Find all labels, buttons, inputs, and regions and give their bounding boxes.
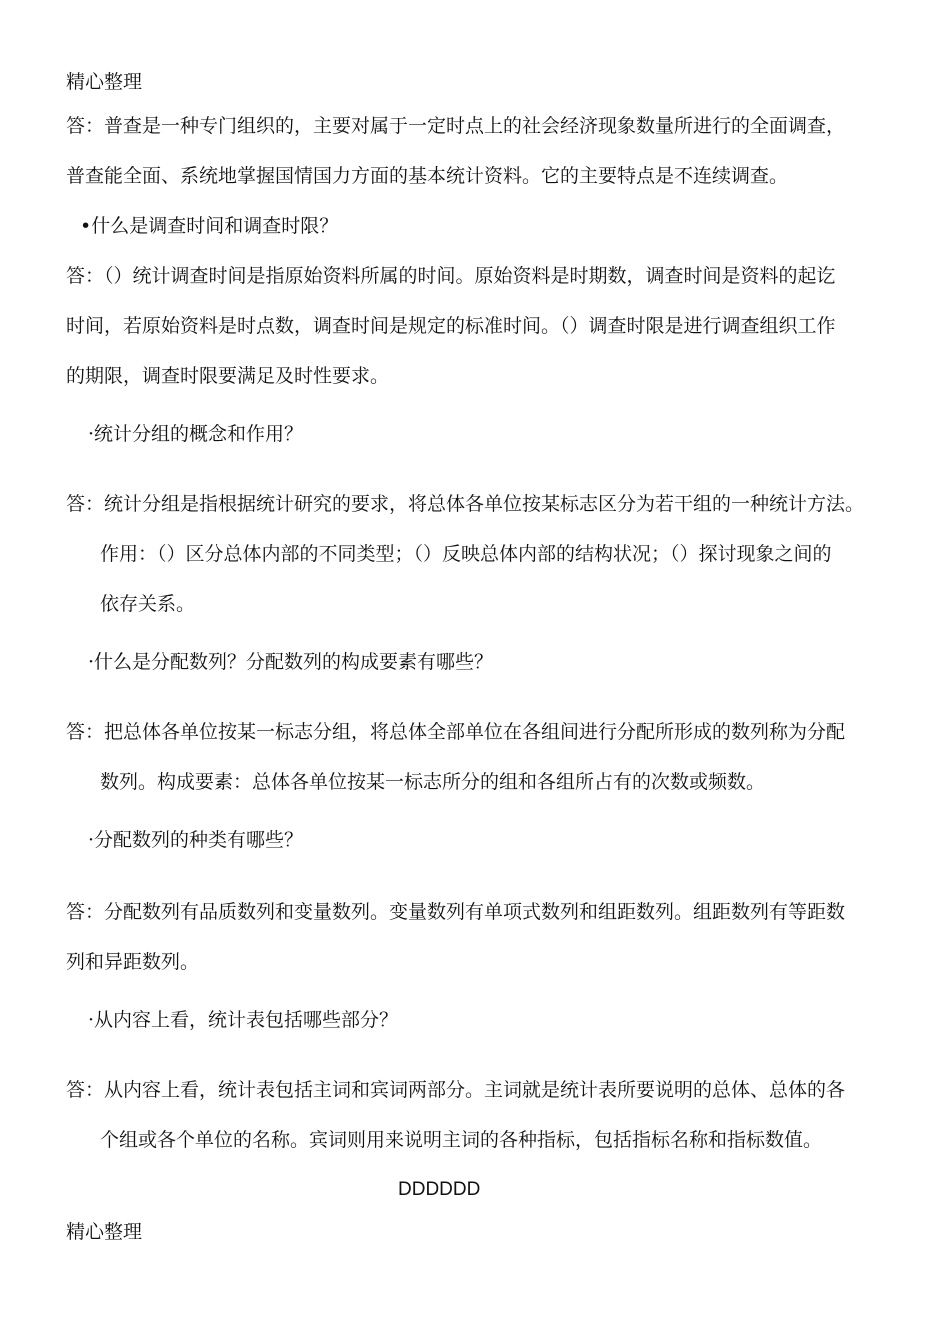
question-line: ·从内容上看，统计表包括哪些部分？ bbox=[88, 1009, 399, 1031]
placeholder-marker: DDDDDD bbox=[398, 1179, 481, 1200]
page-footer: 精心整理 bbox=[66, 1221, 143, 1243]
page-header: 精心整理 bbox=[66, 71, 143, 93]
question-line: ·分配数列的种类有哪些？ bbox=[88, 829, 304, 851]
text-line: 的期限，调查时限要满足及时性要求。 bbox=[66, 365, 390, 387]
text-line: 答：把总体各单位按某一标志分组，将总体全部单位在各组间进行分配所形成的数列称为分配 bbox=[66, 721, 846, 743]
text-line: 普查能全面、系统地掌握国情国力方面的基本统计资料。它的主要特点是不连续调查。 bbox=[66, 165, 789, 187]
text-line: 个组或各个单位的名称。宾词则用来说明主词的各种指标，包括指标名称和指标数值。 bbox=[100, 1129, 823, 1151]
text-line: 数列。构成要素：总体各单位按某一标志所分的组和各组所占有的次数或频数。 bbox=[100, 771, 766, 793]
text-line: 答：普查是一种专门组织的，主要对属于一定时点上的社会经济现象数量所进行的全面调查， bbox=[66, 115, 846, 137]
text-line: 作用：（）区分总体内部的不同类型；（）反映总体内部的结构状况；（）探讨现象之间的 bbox=[100, 543, 832, 565]
text-line: 时间，若原始资料是时点数，调查时间是规定的标准时间。（）调查时限是进行调查组织工作 bbox=[66, 315, 836, 337]
text-line: 答：从内容上看，统计表包括主词和宾词两部分。主词就是统计表所要说明的总体、总体的各 bbox=[66, 1079, 846, 1101]
text-line: 列和异距数列。 bbox=[66, 951, 200, 973]
text-line: 答：统计分组是指根据统计研究的要求，将总体各单位按某标志区分为若干组的一种统计方法。 bbox=[66, 493, 865, 515]
text-line: 答：分配数列有品质数列和变量数列。变量数列有单项式数列和组距数列。组距数列有等距数 bbox=[66, 901, 846, 923]
text-line: 答：（）统计调查时间是指原始资料所属的时间。原始资料是时期数，调查时间是资料的起讫 bbox=[66, 265, 836, 287]
question-line: •什么是调查时间和调查时限？ bbox=[80, 215, 339, 237]
question-line: ·统计分组的概念和作用？ bbox=[88, 423, 304, 445]
question-line: ·什么是分配数列？分配数列的构成要素有哪些？ bbox=[88, 651, 494, 673]
text-line: 依存关系。 bbox=[100, 593, 196, 615]
